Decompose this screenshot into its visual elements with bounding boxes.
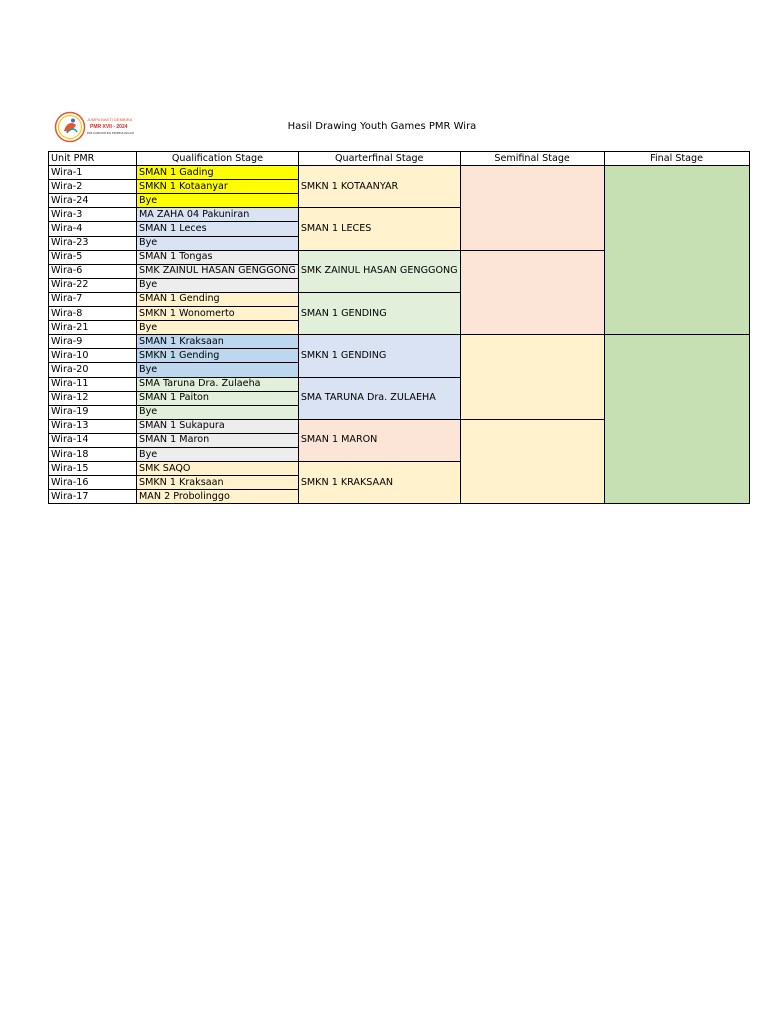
qualification-cell: Bye bbox=[137, 278, 299, 292]
logo-edition: PMR XVII - 2024 bbox=[90, 124, 128, 130]
unit-cell: Wira-23 bbox=[49, 236, 137, 250]
unit-cell: Wira-12 bbox=[49, 391, 137, 405]
unit-cell: Wira-17 bbox=[49, 490, 137, 504]
semifinal-cell bbox=[460, 166, 604, 251]
qualification-cell: SMKN 1 Wonomerto bbox=[137, 307, 299, 321]
qualification-cell: SMAN 1 Gading bbox=[137, 166, 299, 180]
unit-cell: Wira-3 bbox=[49, 208, 137, 222]
qualification-cell: SMKN 1 Kraksaan bbox=[137, 476, 299, 490]
quarterfinal-cell: SMA TARUNA Dra. ZULAEHA bbox=[298, 377, 460, 419]
unit-cell: Wira-6 bbox=[49, 264, 137, 278]
unit-cell: Wira-5 bbox=[49, 250, 137, 264]
unit-cell: Wira-7 bbox=[49, 292, 137, 306]
unit-cell: Wira-18 bbox=[49, 447, 137, 461]
unit-cell: Wira-14 bbox=[49, 433, 137, 447]
qualification-cell: SMKN 1 Gending bbox=[137, 349, 299, 363]
qualification-cell: SMK ZAINUL HASAN GENGGONG bbox=[137, 264, 299, 278]
draw-bracket-table bbox=[48, 151, 750, 504]
unit-cell: Wira-4 bbox=[49, 222, 137, 236]
qualification-cell: MAN 2 Probolinggo bbox=[137, 490, 299, 504]
unit-cell: Wira-21 bbox=[49, 321, 137, 335]
unit-cell: Wira-19 bbox=[49, 405, 137, 419]
quarterfinal-cell: SMAN 1 GENDING bbox=[298, 292, 460, 334]
quarterfinal-cell: SMKN 1 KOTAANYAR bbox=[298, 166, 460, 208]
qualification-cell: SMA Taruna Dra. Zulaeha bbox=[137, 377, 299, 391]
unit-cell: Wira-11 bbox=[49, 377, 137, 391]
qualification-cell: Bye bbox=[137, 447, 299, 461]
unit-cell: Wira-15 bbox=[49, 462, 137, 476]
logo-event-name: JUMPA BAKTI GEMBIRA bbox=[87, 117, 133, 122]
qualification-cell: Bye bbox=[137, 363, 299, 377]
qualification-cell: SMAN 1 Sukapura bbox=[137, 419, 299, 433]
quarterfinal-cell: SMK ZAINUL HASAN GENGGONG bbox=[298, 250, 460, 292]
header-qualification-stage: Qualification Stage bbox=[137, 152, 299, 166]
table-row bbox=[49, 335, 750, 349]
qualification-cell: SMAN 1 Tongas bbox=[137, 250, 299, 264]
qualification-cell: SMK SAQO bbox=[137, 462, 299, 476]
qualification-cell: SMAN 1 Leces bbox=[137, 222, 299, 236]
final-cell bbox=[604, 166, 749, 335]
qualification-cell: Bye bbox=[137, 236, 299, 250]
header-quarterfinal-stage: Quarterfinal Stage bbox=[298, 152, 460, 166]
quarterfinal-cell: SMKN 1 GENDING bbox=[298, 335, 460, 377]
unit-cell: Wira-9 bbox=[49, 335, 137, 349]
semifinal-cell bbox=[460, 419, 604, 504]
quarterfinal-cell: SMKN 1 KRAKSAAN bbox=[298, 462, 460, 504]
unit-cell: Wira-24 bbox=[49, 194, 137, 208]
header-semifinal-stage: Semifinal Stage bbox=[460, 152, 604, 166]
qualification-cell: SMAN 1 Kraksaan bbox=[137, 335, 299, 349]
header-final-stage: Final Stage bbox=[604, 152, 749, 166]
unit-cell: Wira-10 bbox=[49, 349, 137, 363]
qualification-cell: SMAN 1 Gending bbox=[137, 292, 299, 306]
unit-cell: Wira-16 bbox=[49, 476, 137, 490]
logo-org: PMI KABUPATEN PROBOLINGGO bbox=[87, 131, 135, 135]
semifinal-cell bbox=[460, 250, 604, 335]
unit-cell: Wira-2 bbox=[49, 180, 137, 194]
header-unit-pmr: Unit PMR bbox=[49, 152, 137, 166]
event-logo-icon bbox=[54, 111, 142, 143]
unit-cell: Wira-13 bbox=[49, 419, 137, 433]
quarterfinal-cell: SMAN 1 LECES bbox=[298, 208, 460, 250]
qualification-cell: Bye bbox=[137, 194, 299, 208]
qualification-cell: Bye bbox=[137, 321, 299, 335]
unit-cell: Wira-20 bbox=[49, 363, 137, 377]
page-title: Hasil Drawing Youth Games PMR Wira bbox=[287, 121, 477, 132]
quarterfinal-cell: SMAN 1 MARON bbox=[298, 419, 460, 461]
qualification-cell: SMKN 1 Kotaanyar bbox=[137, 180, 299, 194]
semifinal-cell bbox=[460, 335, 604, 420]
header-row bbox=[49, 152, 750, 166]
qualification-cell: SMAN 1 Paiton bbox=[137, 391, 299, 405]
unit-cell: Wira-8 bbox=[49, 307, 137, 321]
final-cell bbox=[604, 335, 749, 504]
table-row bbox=[49, 166, 750, 180]
unit-cell: Wira-1 bbox=[49, 166, 137, 180]
qualification-cell: MA ZAHA 04 Pakuniran bbox=[137, 208, 299, 222]
qualification-cell: Bye bbox=[137, 405, 299, 419]
qualification-cell: SMAN 1 Maron bbox=[137, 433, 299, 447]
unit-cell: Wira-22 bbox=[49, 278, 137, 292]
